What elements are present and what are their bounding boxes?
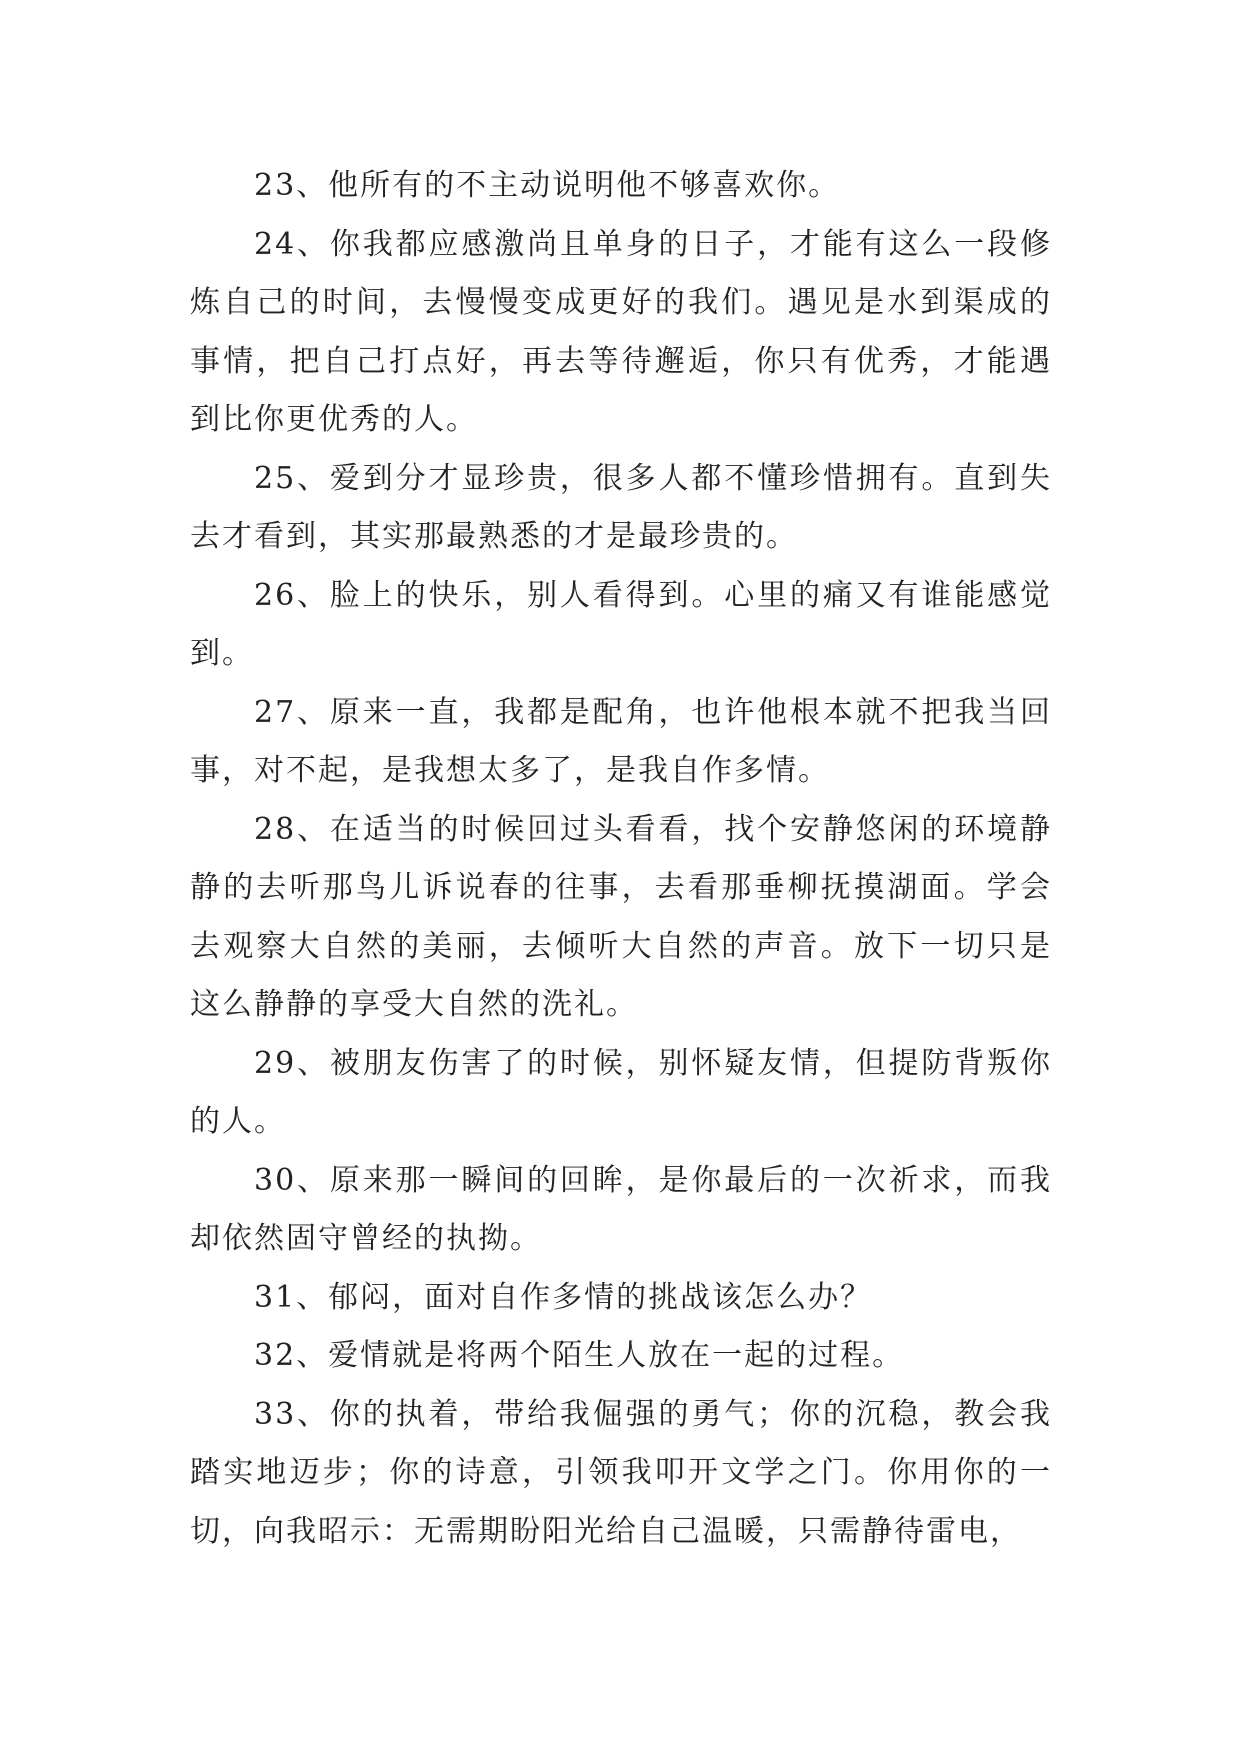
paragraph-30: 30、原来那一瞬间的回眸，是你最后的一次祈求，而我却依然固守曾经的执拗。 <box>190 1162 1052 1256</box>
paragraph-28: 28、在适当的时候回过头看看，找个安静悠闲的环境静静的去听那鸟儿诉说春的往事，去看那垂柳抚摸湖面。学会去观察大自然的美丽，去倾听大自然的声音。放下一切只是这么静静的享受大自然的洗礼。 <box>190 811 1052 1022</box>
paragraph-23: 23、他所有的不主动说明他不够喜欢你。 <box>254 168 841 203</box>
paragraph-26: 26、脸上的快乐，别人看得到。心里的痛又有谁能感觉到。 <box>190 577 1052 671</box>
paragraph-25: 25、爱到分才显珍贵，很多人都不懂珍惜拥有。直到失去才看到，其实那最熟悉的才是最珍贵的。 <box>190 460 1052 554</box>
document-body <box>190 157 1052 1561</box>
paragraph-32: 32、爱情就是将两个陌生人放在一起的过程。 <box>254 1338 905 1373</box>
paragraph-24: 24、你我都应感激尚且单身的日子，才能有这么一段修炼自己的时间，去慢慢变成更好的我们。遇见是水到渠成的事情，把自己打点好，再去等待邂逅，你只有优秀，才能遇到比你更优秀的人。 <box>190 226 1052 437</box>
paragraph-27: 27、原来一直，我都是配角，也许他根本就不把我当回事，对不起，是我想太多了，是我自作多情。 <box>190 694 1052 788</box>
paragraph-31: 31、郁闷，面对自作多情的挑战该怎么办？ <box>254 1279 873 1315</box>
paragraph-33: 33、你的执着，带给我倔强的勇气；你的沉稳，教会我踏实地迈步；你的诗意，引领我叩开文学之门。你用你的一切，向我昭示：无需期盼阳光给自己温暖，只需静待雷电， <box>190 1396 1052 1549</box>
paragraph-29: 29、被朋友伤害了的时候，别怀疑友情，但提防背叛你的人。 <box>190 1045 1052 1139</box>
